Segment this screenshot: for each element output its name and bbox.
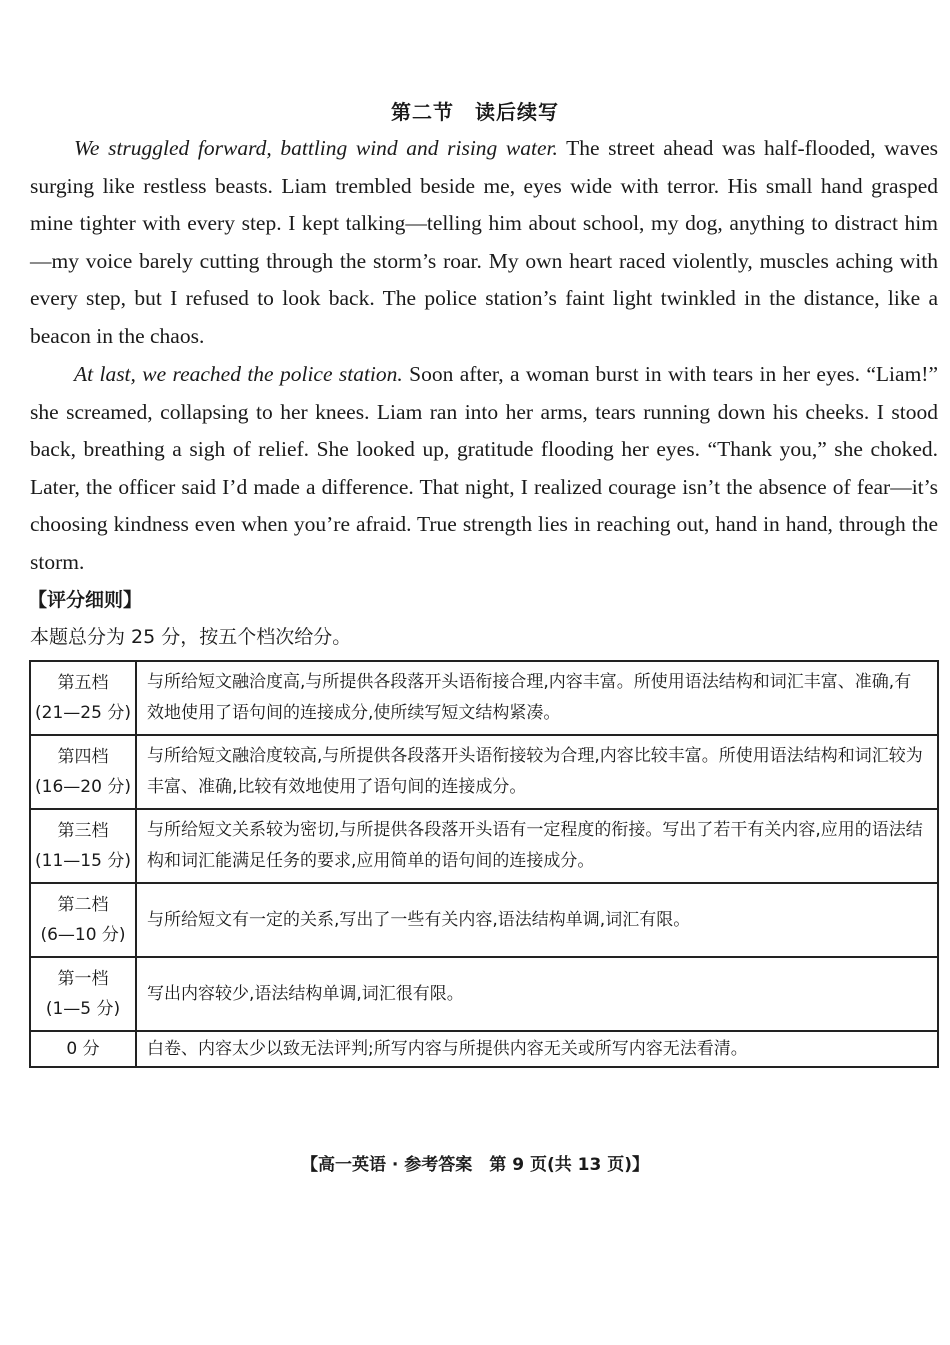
rubric-row xyxy=(30,1031,938,1067)
continuation-paragraph-1 xyxy=(30,130,938,356)
paragraph-2-opening: At last, we reached the police station. xyxy=(74,362,403,386)
grade-label: 第二档 xyxy=(57,895,109,915)
grade-description: 与所给短文融洽度较高,与所提供各段落开头语衔接较为合理,内容比较丰富。所使用语法结构和词汇较为丰富、准确,比较有效地使用了语句间的连接成分。 xyxy=(136,735,938,809)
grade-cell xyxy=(30,1031,136,1067)
grade-cell xyxy=(30,735,136,809)
grade-description: 写出内容较少,语法结构单调,词汇很有限。 xyxy=(136,957,938,1031)
grade-label: 第五档 xyxy=(57,673,109,693)
scoring-rubric-table xyxy=(29,660,939,1068)
continuation-paragraph-2 xyxy=(30,356,938,582)
rubric-heading: 【评分细则】 xyxy=(28,589,143,611)
grade-range: (6—10 分) xyxy=(40,925,126,945)
grade-label: 第三档 xyxy=(57,821,109,841)
grade-cell xyxy=(30,661,136,735)
grade-label: 0 分 xyxy=(66,1039,100,1059)
grade-description: 与所给短文融洽度高,与所提供各段落开头语衔接合理,内容丰富。所使用语法结构和词汇丰富、准确,有效地使用了语句间的连接成分,使所续写短文结构紧凑。 xyxy=(136,661,938,735)
grade-description: 与所给短文有一定的关系,写出了一些有关内容,语法结构单调,词汇有限。 xyxy=(136,883,938,957)
paragraph-1-body: The street ahead was half-flooded, waves surging like restless beasts. Liam trembled beside me, eyes wide with terror. His small hand grasped mine tighter with every step. I kept talking—telling him about school, my dog, anything to distract him—my voice barely cutting through the storm’s roar. My own heart raced violently, muscles aching with every step, but I refused to look back. The police station’s faint light twinkled in the distance, like a beacon in the chaos. xyxy=(30,136,938,348)
paragraph-1-opening: We struggled forward, battling wind and rising water. xyxy=(74,136,558,160)
rubric-row xyxy=(30,735,938,809)
grade-label: 第四档 xyxy=(57,747,109,767)
grade-range: (21—25 分) xyxy=(35,703,131,723)
grade-range: (11—15 分) xyxy=(35,851,131,871)
grade-range: (16—20 分) xyxy=(35,777,131,797)
section-title: 第二节 读后续写 xyxy=(391,100,559,124)
rubric-intro: 本题总分为 25 分，按五个档次给分。 xyxy=(30,626,352,648)
grade-range: (1—5 分) xyxy=(45,999,121,1019)
grade-cell xyxy=(30,883,136,957)
grade-cell xyxy=(30,809,136,883)
grade-cell xyxy=(30,957,136,1031)
rubric-row xyxy=(30,661,938,735)
rubric-row xyxy=(30,957,938,1031)
grade-description: 白卷、内容太少以致无法评判;所写内容与所提供内容无关或所写内容无法看清。 xyxy=(136,1031,938,1067)
rubric-row xyxy=(30,883,938,957)
grade-description: 与所给短文关系较为密切,与所提供各段落开头语有一定程度的衔接。写出了若干有关内容,应用的语法结构和词汇能满足任务的要求,应用简单的语句间的连接成分。 xyxy=(136,809,938,883)
paragraph-2-body: Soon after, a woman burst in with tears in her eyes. “Liam!” she screamed, collapsing to her knees. Liam ran into her arms, tears running down his cheeks. I stood back, breathing a sigh of relief. She looked up, gratitude flooding her eyes. “Thank you,” she choked. Later, the officer said I’d made a difference. That night, I realized courage isn’t the absence of fear—it’s choosing kindness even when you’re afraid. True strength lies in reaching out, hand in hand, through the storm. xyxy=(30,362,938,574)
grade-label: 第一档 xyxy=(57,969,109,989)
rubric-row xyxy=(30,809,938,883)
page-footer: 【高一英语 · 参考答案 第 9 页(共 13 页)】 xyxy=(301,1155,649,1175)
